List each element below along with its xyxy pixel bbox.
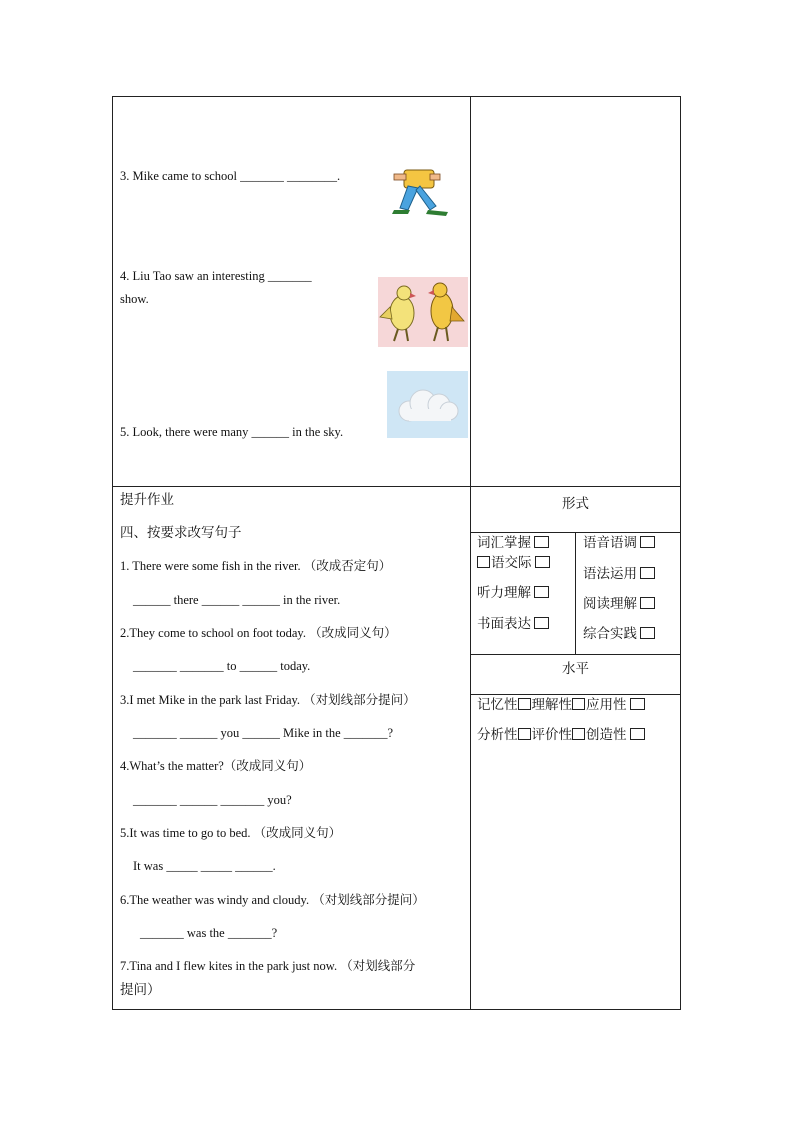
checkbox-vocabulary[interactable] xyxy=(534,536,549,548)
parrots-picture xyxy=(378,277,468,347)
rewrite-question-3: 3.I met Mike in the park last Friday. （对划线部分提问） xyxy=(120,693,416,707)
table-top-border xyxy=(112,96,681,97)
rewrite-answer-2: _______ _______ to ______ today. xyxy=(133,659,311,673)
form-option-writing xyxy=(477,616,549,632)
checkbox-evaluation[interactable] xyxy=(572,728,585,740)
question-3: 3. Mike came to school _______ ________. xyxy=(120,169,341,183)
checkbox-communication[interactable] xyxy=(477,556,490,568)
checkbox-grammar[interactable] xyxy=(640,567,655,579)
form-label: 形式 xyxy=(562,496,589,512)
checkbox-writing[interactable] xyxy=(534,617,549,629)
level-top-divider xyxy=(470,654,681,655)
level-row-1 xyxy=(477,697,645,713)
form-option-communication xyxy=(477,555,550,571)
level-option-label: 理解性 xyxy=(531,697,572,713)
level-option-label: 分析性 xyxy=(477,727,518,743)
question-4-line-2: show. xyxy=(120,292,149,306)
walking-legs-picture xyxy=(390,166,454,222)
form-option-grammar xyxy=(583,566,655,582)
rewrite-answer-5: It was _____ _____ ______. xyxy=(133,859,276,873)
form-option-listening xyxy=(477,585,549,601)
form-inner-divider xyxy=(575,532,576,654)
form-option-label: 语音语调 xyxy=(583,535,637,551)
form-option-reading xyxy=(583,596,655,612)
level-header-divider xyxy=(470,694,681,695)
rewrite-question-4: 4.What’s the matter?（改成同义句） xyxy=(120,759,312,773)
table-left-border xyxy=(112,96,113,1010)
question-5: 5. Look, there were many ______ in the sky. xyxy=(120,425,344,439)
checkbox-memory[interactable] xyxy=(518,698,531,710)
form-option-practice xyxy=(583,626,655,642)
question-4-line-1: 4. Liu Tao saw an interesting _______ xyxy=(120,269,312,283)
cloud-icon xyxy=(387,371,468,438)
rewrite-question-5: 5.It was time to go to bed. （改成同义句） xyxy=(120,826,342,840)
part4-heading: 四、按要求改写句子 xyxy=(120,525,242,541)
checkbox-analysis[interactable] xyxy=(518,728,531,740)
form-option-label: 综合实践 xyxy=(583,626,637,642)
checkbox-understanding[interactable] xyxy=(572,698,585,710)
form-option-label: 语法运用 xyxy=(583,566,637,582)
rewrite-question-7-line-2: 提问） xyxy=(120,982,161,998)
rewrite-answer-6: _______ was the _______? xyxy=(140,926,278,940)
checkbox-communication-right[interactable] xyxy=(535,556,550,568)
level-option-label: 应用性 xyxy=(586,697,627,713)
level-option-label: 记忆性 xyxy=(477,697,518,713)
checkbox-practice[interactable] xyxy=(640,627,655,639)
form-option-label: 书面表达 xyxy=(477,616,531,632)
level-row-2 xyxy=(477,727,645,743)
rewrite-answer-4: _______ ______ _______ you? xyxy=(133,793,292,807)
column-divider xyxy=(470,96,471,1010)
clouds-picture xyxy=(387,371,468,438)
rewrite-question-7-line-1: 7.Tina and I flew kites in the park just now. （对划线部分 xyxy=(120,959,416,973)
row-divider xyxy=(112,486,681,487)
level-option-label: 评价性 xyxy=(531,727,572,743)
form-option-label: 阅读理解 xyxy=(583,596,637,612)
rewrite-question-2: 2.They come to school on foot today. （改成同义句） xyxy=(120,626,397,640)
form-option-label: 语交际 xyxy=(491,555,532,571)
rewrite-answer-1: ______ there ______ ______ in the river. xyxy=(133,593,341,607)
checkbox-pronunciation[interactable] xyxy=(640,536,655,548)
table-bottom-border xyxy=(112,1009,681,1010)
form-option-label: 词汇掌握 xyxy=(477,535,531,551)
checkbox-application[interactable] xyxy=(630,698,645,710)
rewrite-question-6: 6.The weather was windy and cloudy. （对划线部分提问） xyxy=(120,893,425,907)
section-title: 提升作业 xyxy=(120,492,174,508)
rewrite-question-1: 1. There were some fish in the river. （改成否定句） xyxy=(120,559,392,573)
checkbox-creativity[interactable] xyxy=(630,728,645,740)
form-option-vocabulary xyxy=(477,535,549,551)
checkbox-listening[interactable] xyxy=(534,586,549,598)
level-label: 水平 xyxy=(562,661,589,677)
form-option-pronunciation xyxy=(583,535,655,551)
form-option-label: 听力理解 xyxy=(477,585,531,601)
level-option-label: 创造性 xyxy=(586,727,627,743)
checkbox-reading[interactable] xyxy=(640,597,655,609)
table-right-border xyxy=(680,96,681,1010)
rewrite-answer-3: _______ ______ you ______ Mike in the _______? xyxy=(133,726,394,740)
